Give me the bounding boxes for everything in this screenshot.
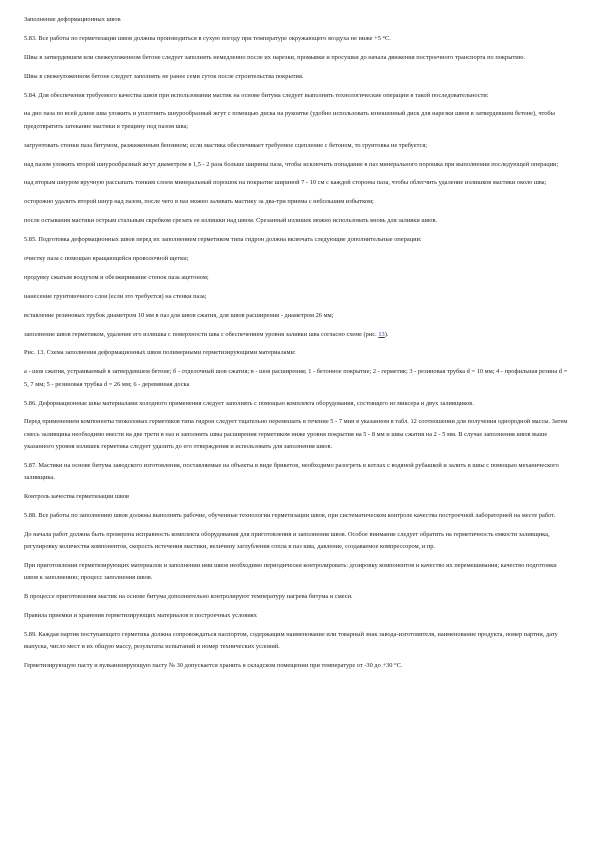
clause-5-84: 5.84. Для обеспечения требуемого качества швов при использовании мастик на основе битума следует выполнять технологические операции в такой последовательности: [24, 91, 489, 99]
paragraph-hardened-concrete: Швы в затвердевшем или свежеуложенном бетоне следует заполнять немедленно после их нарезки, промывки и просушки до начала движения построечного транспорта по покрытию. [24, 53, 526, 61]
list-item-blow: продувку сжатым воздухом и обезжиривание стенок паза ацетоном; [24, 273, 209, 281]
list-item-primer: загрунтовать стенки паза битумом, разжиженным бензином; если мастика обеспечивает требуемое сцепление с бетоном, то грунтовка не требуется; [24, 141, 428, 149]
clause-5-85: 5.85. Подготовка деформационных швов перед их заполнением герметиком типа гидрон должна включать следующие дополнительные операции: [24, 236, 422, 244]
list-item-second-cord: над пазом уложить второй шнурообразный жгут диаметром в 1,5 - 2 раза больше ширины паза, чтобы исключить попадание в паз минерального порошка при выполнении последующей операции; [24, 160, 559, 168]
clause-5-83: 5.83. Все работы по герметизации швов должны производиться в сухую погоду при температуре окружающего воздуха не ниже +5 °С. [24, 34, 391, 42]
figure-13-caption: Рис. 13. Схема заполнения деформационных швов полимерными герметизирующими материалами: [24, 349, 296, 357]
paragraph-temperature-control: В процессе приготовления мастик на основе битума дополнительно контролируют температуру нагрева битума и смеси. [24, 593, 353, 601]
clause-5-89: 5.89. Каждая партия поступающего герметика должна сопровождаться паспортом, содержащим наименование или товарный знак завода-изготовителя, наименование продукта, номер партии, дату выпуска, число мест и их общую массу, результаты испытаний и номер технических условий. [24, 631, 558, 651]
clause-5-87: 5.87. Мастики на основе битума заводского изготовления, поставляемые на объекты в виде брикетов, необходимо разогреть в котлах с водяной рубашкой и залить в швы с помощью механического заливщика. [24, 461, 559, 482]
fill-text: заполнение швов герметиком, удаление его излишка с поверхности шва с обеспечением уровня заливки шва согласно схеме (рис. 13). [24, 330, 389, 338]
section-heading-acceptance-storage: Правила приемки и хранения герметизирующих материалов в построечных условиях [24, 612, 257, 620]
list-item-powder: над вторым шнуром вручную рассыпать тонким слоем минеральный порошок на покрытие шириной 7 - 10 см с каждой стороны паза, чтобы облегчить удаление излишков мастики около шва; [24, 179, 547, 187]
paragraph-fresh-concrete: Швы в свежеуложенном бетоне следует заполнять не ранее семи суток после строительства покрытия. [24, 72, 304, 80]
list-item-tubes: вставление резиновых трубок диаметром 10 мм в паз для швов сжатия, для швов расширения - диаметром 26 мм; [24, 311, 334, 319]
figure-13-link[interactable]: 13 [378, 330, 385, 338]
list-item-cord: на дно паза по всей длине шва уложить и уплотнить шнурообразный жгут с помощью диска на рукоятке (удобно использовать изношенный диск для нарезки швов в затвердевшем бетоне), чтобы предотвратить затекание мастики в трещину под пазом шва; [24, 110, 555, 130]
list-item-brush: очистку паза с помощью вращающейся проволочной щетки; [24, 254, 189, 262]
section-heading-joint-filling: Заполнение деформационных швов [24, 16, 121, 23]
list-item-remove-cord: осторожно удалить второй шнур над пазом, после чего в паз можно заливать мастику за два-три приема с небольшим избытком; [24, 198, 374, 206]
paragraph-periodic-control: При приготовлении герметизирующих материалов и заполнении ими швов необходимо периодически контролировать: дозировку компонентов и качество их перемешивания; качество подготовки швов к заполнению; процесс заполнения швов. [24, 562, 557, 582]
list-item-fill [24, 329, 571, 341]
section-heading-quality-control: Контроль качества герметизации швов [24, 493, 130, 501]
figure-13-legend: а - шов сжатия, устраиваемый в затвердевшем бетоне; б - отделочный шов сжатия; в - шов расширения; 1 - бетонное покрытие; 2 - герметик; 3 - резиновая трубка d = 10 мм; 4 - профильная резина d = 5, 7 мм; 5 - резиновая трубка d = 26 мм; 6 - деревянная доска [24, 368, 568, 388]
list-item-scrape: после остывания мастики острым стальным скребком срезать ее излишки над швом. Срезанный излишек можно использовать вновь для заливки швов. [24, 217, 438, 225]
paragraph-paste-storage: Герметизирующую пасту и вулканизирующую пасту № 30 допускается хранить в складском помещении при температуре от -30 до +30 °С. [24, 662, 403, 670]
paragraph-equipment-check: До начала работ должна быть проверена исправность комплекта оборудования для приготовления и заполнения швов. Особое внимание следует обратить на герметичность емкости заливщика, регулировку количества компонентов, скорость истечения мастики, величину заглубления сопла в паз шва, давление, создаваемое компрессором, и пр. [24, 530, 550, 551]
clause-5-88: 5.88. Все работы по заполнению швов должны выполнять рабочие, обученные технологии герметизации швов, при систематическом контроле качества построечной лабораторией на месте работ. [24, 511, 556, 519]
clause-5-86: 5.86. Деформационные швы материалами холодного применения следует заполнять с помощью комплекта оборудования, состоящего из миксера и двух заливщиков. [24, 399, 474, 407]
paragraph-mixing: Перед применением компоненты тиоколовых герметиков типа гидрон следует тщательно перемешать в течение 5 - 7 мин в указанном в табл. 12 соотношении для получения однородной массы. Затем смесь заливщика необходимо ввести на две трети в паз и заполнить швы расширения герметиком ниже уровня покрытия на 5 - 8 мм и швы сжатия на 2 - 5 мм. В случае заполнения швов выше указанного уровня излишек герметика следует удалить до его отверждения и использовать для заполнения швов. [24, 418, 568, 450]
list-item-primer-layer: нанесение грунтовочного слоя (если это требуется) на стенки паза; [24, 292, 207, 300]
